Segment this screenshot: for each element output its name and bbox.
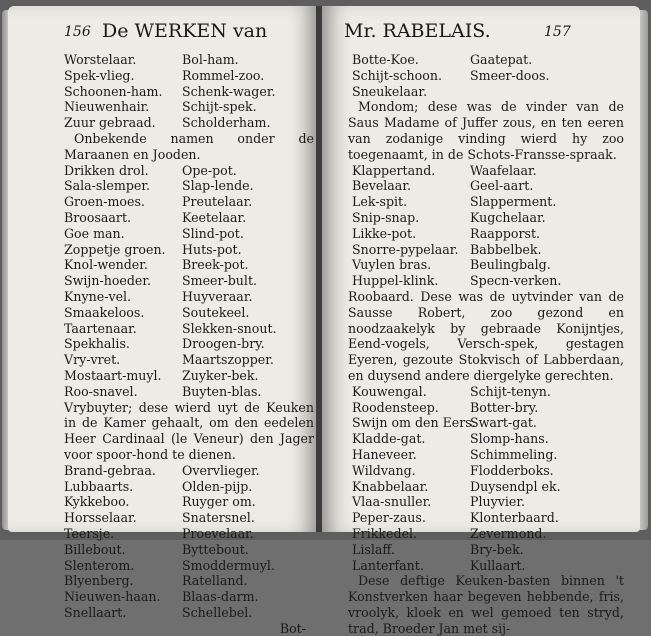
name-row xyxy=(64,321,314,337)
name-right-column: Schijt-spek. xyxy=(182,99,257,115)
name-left-column: Drikken drol. xyxy=(64,162,149,178)
catchword: Bot- xyxy=(279,620,306,636)
name-row xyxy=(64,305,314,321)
name-left-column: Taartenaar. xyxy=(64,320,137,336)
name-left-column: Lek-spit. xyxy=(352,194,408,210)
name-row xyxy=(64,573,314,589)
name-left-column: Peper-zaus. xyxy=(352,510,426,526)
name-row xyxy=(64,178,314,194)
name-right-column: Kullaart. xyxy=(470,557,526,573)
name-row xyxy=(348,178,624,194)
name-row xyxy=(348,510,624,526)
name-right-column: Bry-bek. xyxy=(470,541,524,557)
name-row xyxy=(64,115,314,131)
left-page-body xyxy=(64,52,314,636)
name-left-column: Mostaart-muyl. xyxy=(64,367,162,383)
name-row xyxy=(64,226,314,242)
name-row xyxy=(348,257,624,273)
name-right-column: Blaas-darm. xyxy=(182,589,259,605)
right-page-number: 157 xyxy=(544,24,571,40)
name-left-column: Haneveer. xyxy=(352,446,417,462)
name-row xyxy=(348,463,624,479)
name-right-column: Slind-pot. xyxy=(182,225,244,241)
name-right-column: Keetelaar. xyxy=(182,209,247,225)
name-row xyxy=(64,352,314,368)
name-row xyxy=(64,479,314,495)
name-left-column: Sala-slemper. xyxy=(64,178,150,194)
name-right-column: Beulingbalg. xyxy=(470,257,551,273)
name-left-column: Frikkedel. xyxy=(352,525,418,541)
name-row xyxy=(64,242,314,258)
name-row xyxy=(348,226,624,242)
name-left-column: Swijn-hoeder. xyxy=(64,273,152,289)
name-row xyxy=(64,289,314,305)
name-right-column: Schenk-wager. xyxy=(182,83,276,99)
name-left-column: Huppel-klink. xyxy=(352,273,439,289)
name-right-column: Slap-lende. xyxy=(182,178,254,194)
body-paragraph: Dese deftige Keuken-basten binnen 't Konstverken haar begeven hebbende, fris, vroolyk, kloek en wel gemoed ten stryd, trad, Broeder Jan met sij- xyxy=(348,573,624,636)
name-right-column: Schijt-tenyn. xyxy=(470,383,551,399)
name-row xyxy=(64,510,314,526)
name-left-column: Roo-snavel. xyxy=(64,383,138,399)
name-right-column: Swart-gat. xyxy=(470,415,537,431)
name-left-column: Likke-pot. xyxy=(352,225,417,241)
name-left-column: Vuylen bras. xyxy=(352,257,432,273)
name-left-column: Slenterom. xyxy=(64,557,135,573)
name-left-column: Snip-snap. xyxy=(352,209,420,225)
left-page-number: 156 xyxy=(64,24,91,40)
name-right-column: Raapporst. xyxy=(470,225,541,241)
name-left-column: Snellaart. xyxy=(64,604,127,620)
name-right-column: Proevelaar. xyxy=(182,525,254,541)
name-left-column: Groen-moes. xyxy=(64,194,145,210)
name-left-column: Kouwengal. xyxy=(352,383,427,399)
name-right-column: Slapperment. xyxy=(470,194,557,210)
name-right-column: Ruyger om. xyxy=(182,494,256,510)
name-right-column: Rommel-zoo. xyxy=(182,67,265,83)
name-right-column: Bol-ham. xyxy=(182,52,239,67)
name-right-column: Snatersnel. xyxy=(182,510,255,526)
name-right-column: Geel-aart. xyxy=(470,178,534,194)
name-right-column: Pluyvier. xyxy=(470,494,525,510)
name-left-column: Goe man. xyxy=(64,225,125,241)
name-right-column: Huts-pot. xyxy=(182,241,242,257)
name-left-column: Wildvang. xyxy=(352,462,416,478)
name-right-column: Zuyker-bek. xyxy=(182,367,259,383)
name-left-column: Snorre-pypelaar. xyxy=(352,241,459,257)
name-right-column: Schellebel. xyxy=(182,604,253,620)
name-left-column: Roodensteep. xyxy=(352,399,439,415)
name-left-column: Knabbelaar. xyxy=(352,478,429,494)
name-row xyxy=(64,257,314,273)
name-right-column: Babbelbek. xyxy=(470,241,542,257)
name-left-column: Spekhalis. xyxy=(64,336,130,352)
name-left-column: Worstelaar. xyxy=(64,52,137,67)
name-right-column: Byttebout. xyxy=(182,541,249,557)
name-row xyxy=(348,526,624,542)
name-right-column: Droogen-bry. xyxy=(182,336,265,352)
name-left-column: Knyne-vel. xyxy=(64,288,132,304)
name-row xyxy=(64,210,314,226)
name-left-column: Lanterfant. xyxy=(352,557,424,573)
name-left-column: Schijt-schoon. xyxy=(352,67,442,83)
name-left-column: Zuur gebraad. xyxy=(64,115,156,131)
name-left-column: Swijn om den Eers. xyxy=(352,415,476,431)
name-right-column: Scholderham. xyxy=(182,115,271,131)
name-left-column: Schoonen-ham. xyxy=(64,83,163,99)
name-row xyxy=(64,163,314,179)
name-right-column: Maartszopper. xyxy=(182,352,274,368)
name-left-column: Lubbaarts. xyxy=(64,478,134,494)
name-left-column: Smaakeloos. xyxy=(64,304,145,320)
name-right-column: Slekken-snout. xyxy=(182,320,277,336)
name-right-column: Klonterbaard. xyxy=(470,510,559,526)
name-row xyxy=(348,400,624,416)
name-row xyxy=(64,558,314,574)
name-left-column: Kladde-gat. xyxy=(352,431,426,447)
name-row xyxy=(348,273,624,289)
name-right-column: Kugchelaar. xyxy=(470,209,546,225)
name-left-column: Nieuwenhair. xyxy=(64,99,150,115)
name-row xyxy=(64,52,314,68)
name-row xyxy=(64,589,314,605)
name-row xyxy=(64,99,314,115)
name-right-column: Ope-pot. xyxy=(182,162,237,178)
name-right-column: Waafelaar. xyxy=(470,162,537,178)
name-row xyxy=(64,605,314,621)
name-right-column: Flodderboks. xyxy=(470,462,554,478)
name-row xyxy=(64,494,314,510)
name-left-column: Kykkeboo. xyxy=(64,494,130,510)
name-right-column: Olden-pijp. xyxy=(182,478,253,494)
name-left-column: Zoppetje groen. xyxy=(64,241,166,257)
name-right-column: Smoddermuyl. xyxy=(182,557,275,573)
name-left-column: Klappertand. xyxy=(352,162,436,178)
name-row xyxy=(64,336,314,352)
name-left-column: Vry-vret. xyxy=(64,352,121,368)
name-row xyxy=(348,384,624,400)
name-left-column: Billebout. xyxy=(64,541,126,557)
name-row xyxy=(348,494,624,510)
name-row xyxy=(64,368,314,384)
name-right-column: Preutelaar. xyxy=(182,194,253,210)
right-page-body xyxy=(348,52,624,636)
name-row xyxy=(348,415,624,431)
name-right-column: Buyten-blas. xyxy=(182,383,262,399)
name-right-column: Duysendpl ek. xyxy=(470,478,561,494)
name-right-column: Specn-verken. xyxy=(470,273,562,289)
body-paragraph: Roobaard. Dese was de uytvinder van de Sausse Robert, zoo gezond en noodzaakelyk by gebraade Konijntjes, Eend-vogels, Versch-spek, gestagen Eyeren, gezoute Stokvisch of Labberdaan, en duysend andere diergelyke gerechten. xyxy=(348,288,624,383)
name-right-column: Slomp-hans. xyxy=(470,431,549,447)
name-row xyxy=(64,68,314,84)
name-row xyxy=(64,84,314,100)
name-row xyxy=(348,479,624,495)
name-left-column: Teersje. xyxy=(64,525,115,541)
name-row xyxy=(348,210,624,226)
name-left-column: Horsselaar. xyxy=(64,510,137,526)
name-left-column: Knol-wender. xyxy=(64,257,148,273)
name-row xyxy=(348,52,624,68)
name-left-column: Vlaa-snuller. xyxy=(352,494,432,510)
body-paragraph: Vrybuyter; dese wierd uyt de Keuken in de Kamer gehaalt, om den eedelen Heer Cardinaal (le Veneur) den Jager voor spoor-hond te dienen. xyxy=(64,399,314,462)
name-left-column: Brand-gebraa. xyxy=(64,462,156,478)
name-row xyxy=(348,68,624,84)
name-row xyxy=(348,542,624,558)
name-right-column: Smeer-doos. xyxy=(470,67,550,83)
name-row xyxy=(348,242,624,258)
name-left-column: Lislaff. xyxy=(352,541,395,557)
name-row xyxy=(64,542,314,558)
name-left-column: Broosaart. xyxy=(64,209,132,225)
name-right-column: Gaatepat. xyxy=(470,52,533,67)
name-left-column: Sneukelaar. xyxy=(352,83,428,99)
left-page xyxy=(8,6,317,636)
name-left-column: Nieuwen-haan. xyxy=(64,589,161,605)
name-row xyxy=(348,431,624,447)
right-page xyxy=(322,6,640,636)
right-running-title: Mr. RABELAIS. xyxy=(344,20,491,42)
name-right-column: Soutekeel. xyxy=(182,304,250,320)
name-row xyxy=(64,526,314,542)
name-row xyxy=(64,194,314,210)
name-right-column: Overvlieger. xyxy=(182,462,260,478)
name-right-column: Botter-bry. xyxy=(470,399,539,415)
name-right-column: Ratelland. xyxy=(182,573,248,589)
name-row xyxy=(64,384,314,400)
left-running-title: De WERKEN van xyxy=(102,20,268,42)
name-right-column: Breek-pot. xyxy=(182,257,249,273)
body-paragraph: Mondom; dese was de vinder van de Saus Madame of Juffer zous, en ten eeren van zodanige vinding wierd hy zoo toegenaamt, in de Schots-Fransse-spraak. xyxy=(348,99,624,162)
name-row xyxy=(64,273,314,289)
name-row xyxy=(348,84,624,100)
name-row xyxy=(64,463,314,479)
name-left-column: Spek-vlieg. xyxy=(64,67,135,83)
name-left-column: Blyenberg. xyxy=(64,573,134,589)
name-row xyxy=(348,163,624,179)
name-left-column: Botte-Koe. xyxy=(352,52,419,67)
name-right-column: Zevermond. xyxy=(470,525,547,541)
name-row xyxy=(348,558,624,574)
name-left-column: Bevelaar. xyxy=(352,178,411,194)
name-row xyxy=(348,447,624,463)
name-row xyxy=(348,194,624,210)
name-right-column: Smeer-bult. xyxy=(182,273,258,289)
name-right-column xyxy=(470,84,624,100)
name-right-column: Huyveraar. xyxy=(182,288,253,304)
name-right-column: Schimmeling. xyxy=(470,446,558,462)
body-paragraph: Onbekende namen onder de Maraanen en Jooden. xyxy=(64,130,314,162)
